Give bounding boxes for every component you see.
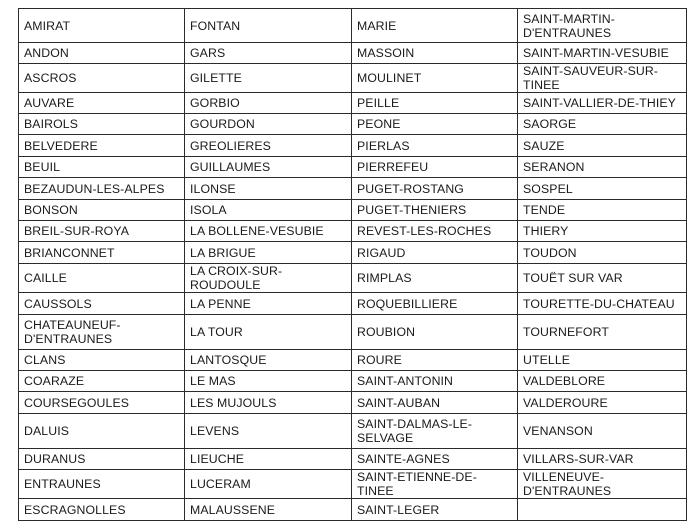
table-cell: COURSEGOULES <box>19 392 185 414</box>
table-cell: ESCRAGNOLLES <box>19 499 185 521</box>
table-cell: GOURDON <box>185 114 352 135</box>
table-row <box>19 414 687 449</box>
table-cell: MALAUSSENE <box>185 499 352 521</box>
table-row <box>19 449 687 470</box>
table-cell: BAIROLS <box>19 114 185 135</box>
table-cell: LANTOSQUE <box>185 350 352 371</box>
table-cell: LES MUJOULS <box>185 392 352 414</box>
table-cell: VENANSON <box>518 414 687 449</box>
table-cell: ISOLA <box>185 200 352 221</box>
table-cell: ILONSE <box>185 178 352 200</box>
table-cell: CLANS <box>19 350 185 371</box>
table-row <box>19 64 687 93</box>
table-cell: MOULINET <box>352 64 518 93</box>
table-cell: TOURNEFORT <box>518 315 687 350</box>
table-cell: AUVARE <box>19 93 185 114</box>
table-cell: FONTAN <box>185 9 352 43</box>
table-row <box>19 135 687 157</box>
table-cell: LA PENNE <box>185 293 352 315</box>
table-cell: DALUIS <box>19 414 185 449</box>
table-cell: CAILLE <box>19 264 185 293</box>
table-cell: BEUIL <box>19 157 185 178</box>
table-cell: REVEST-LES-ROCHES <box>352 221 518 242</box>
table-cell: ASCROS <box>19 64 185 93</box>
table-row <box>19 470 687 499</box>
table-cell: THIERY <box>518 221 687 242</box>
table-cell: BONSON <box>19 200 185 221</box>
table-cell: CAUSSOLS <box>19 293 185 315</box>
table-cell: PIERREFEU <box>352 157 518 178</box>
table-row <box>19 350 687 371</box>
table-cell: ANDON <box>19 43 185 64</box>
table-cell: SAINT-ETIENNE-DE-TINEE <box>352 470 518 499</box>
table-cell: BELVEDERE <box>19 135 185 157</box>
table-cell: RIMPLAS <box>352 264 518 293</box>
table-row <box>19 93 687 114</box>
table-cell: GORBIO <box>185 93 352 114</box>
table-cell: MARIE <box>352 9 518 43</box>
table-row <box>19 371 687 392</box>
table-cell: CHATEAUNEUF-D'ENTRAUNES <box>19 315 185 350</box>
table-cell: GILETTE <box>185 64 352 93</box>
table-cell: SERANON <box>518 157 687 178</box>
communes-table <box>18 8 687 521</box>
table-cell: LA CROIX-SUR-ROUDOULE <box>185 264 352 293</box>
table-cell: AMIRAT <box>19 9 185 43</box>
table-cell: COARAZE <box>19 371 185 392</box>
table-cell: TOUËT SUR VAR <box>518 264 687 293</box>
table-row <box>19 315 687 350</box>
table-row <box>19 499 687 521</box>
table-cell: VALDEROURE <box>518 392 687 414</box>
table-cell: BRIANCONNET <box>19 242 185 264</box>
table-row <box>19 242 687 264</box>
table-cell: ROQUEBILLIERE <box>352 293 518 315</box>
table-cell: LEVENS <box>185 414 352 449</box>
table-cell: BEZAUDUN-LES-ALPES <box>19 178 185 200</box>
table-cell: MASSOIN <box>352 43 518 64</box>
table-row <box>19 293 687 315</box>
table-cell: GUILLAUMES <box>185 157 352 178</box>
table-cell: TOURETTE-DU-CHATEAU <box>518 293 687 315</box>
table-cell: LA TOUR <box>185 315 352 350</box>
table-cell: SAINT-MARTIN-D'ENTRAUNES <box>518 9 687 43</box>
table-cell: BREIL-SUR-ROYA <box>19 221 185 242</box>
table-row <box>19 221 687 242</box>
table-cell: LA BRIGUE <box>185 242 352 264</box>
table-row <box>19 392 687 414</box>
table-cell: SOSPEL <box>518 178 687 200</box>
table-cell: LUCERAM <box>185 470 352 499</box>
table-row <box>19 114 687 135</box>
table-cell: GREOLIERES <box>185 135 352 157</box>
table-row <box>19 157 687 178</box>
table-cell: LIEUCHE <box>185 449 352 470</box>
table-row <box>19 43 687 64</box>
communes-table-body <box>19 9 687 521</box>
table-cell: PEILLE <box>352 93 518 114</box>
table-cell: RIGAUD <box>352 242 518 264</box>
table-cell: SAINT-ANTONIN <box>352 371 518 392</box>
table-cell: SAINT-VALLIER-DE-THIEY <box>518 93 687 114</box>
table-cell: PUGET-ROSTANG <box>352 178 518 200</box>
table-cell: SAORGE <box>518 114 687 135</box>
table-cell: SAINT-DALMAS-LE-SELVAGE <box>352 414 518 449</box>
table-cell: LE MAS <box>185 371 352 392</box>
table-row <box>19 200 687 221</box>
table-cell: SAINT-LEGER <box>352 499 518 521</box>
table-cell: PEONE <box>352 114 518 135</box>
table-cell: VILLARS-SUR-VAR <box>518 449 687 470</box>
table-cell: TOUDON <box>518 242 687 264</box>
table-cell: UTELLE <box>518 350 687 371</box>
table-cell: SAINT-SAUVEUR-SUR-TINEE <box>518 64 687 93</box>
table-cell: SAINTE-AGNES <box>352 449 518 470</box>
table-cell: ENTRAUNES <box>19 470 185 499</box>
table-cell: SAINT-AUBAN <box>352 392 518 414</box>
table-cell: DURANUS <box>19 449 185 470</box>
table-cell: PIERLAS <box>352 135 518 157</box>
table-cell: ROUBION <box>352 315 518 350</box>
table-cell: VILLENEUVE-D'ENTRAUNES <box>518 470 687 499</box>
table-row <box>19 9 687 43</box>
table-cell: SAUZE <box>518 135 687 157</box>
table-cell: ROURE <box>352 350 518 371</box>
table-cell: TENDE <box>518 200 687 221</box>
table-cell: LA BOLLENE-VESUBIE <box>185 221 352 242</box>
table-cell: GARS <box>185 43 352 64</box>
table-row <box>19 264 687 293</box>
table-cell: SAINT-MARTIN-VESUBIE <box>518 43 687 64</box>
table-cell <box>518 499 687 521</box>
table-cell: VALDEBLORE <box>518 371 687 392</box>
table-cell: PUGET-THENIERS <box>352 200 518 221</box>
table-row <box>19 178 687 200</box>
